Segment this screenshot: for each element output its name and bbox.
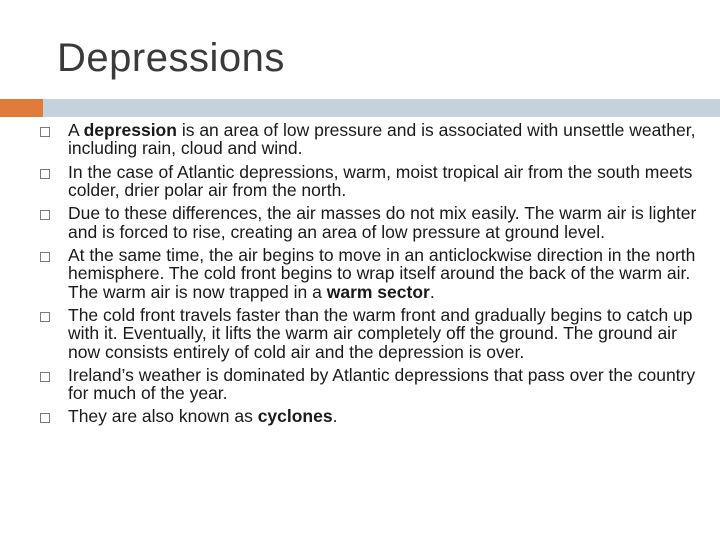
bullet-text-segment: At the same time, the air begins to move in an anticlockwise direction in the north hemisphere. The cold front begins to wrap itself around the back of the warm air. The warm air is now trapped in a (68, 244, 696, 302)
bold-term: warm sector (326, 281, 430, 302)
bullet-text-segment: The cold front travels faster than the warm front and gradually begins to catch up with it. Eventually, it lifts the warm air completely off the ground. The ground air now consists entirely of cold air and the depression is over. (68, 304, 693, 362)
bullet-item (36, 366, 700, 403)
title-accent-bar (0, 99, 43, 117)
bullet-text-segment: . (332, 406, 338, 427)
bullet-item (36, 204, 700, 241)
bullet-text-segment: is an area of low pressure and is associated with unsettle weather, including rain, cloud and wind. (68, 120, 696, 159)
bullet-item (36, 121, 700, 158)
bullet-text-segment: They are also known as (68, 406, 258, 427)
title-rule (43, 99, 720, 117)
bullet-item (36, 163, 700, 200)
bullet-text (68, 305, 693, 362)
bullet-text (68, 120, 695, 158)
hollow-square-bullet-icon (40, 127, 50, 137)
hollow-square-bullet-icon (40, 413, 50, 423)
bullet-text-segment: In the case of Atlantic depressions, warm, moist tropical air from the south meets colder, drier polar air from the north. (68, 161, 693, 201)
bullet-text-segment: . (429, 281, 435, 302)
bullet-text (68, 365, 695, 403)
bullet-text-segment: Due to these differences, the air masses do not mix easily. The warm air is lighter and is forced to rise, creating an area of low pressure at ground level. (68, 203, 697, 242)
bullet-text-segment: Ireland’s weather is dominated by Atlantic depressions that pass over the country for much of the year. (68, 364, 696, 404)
bullet-text-segment: A (68, 120, 84, 140)
bullet-item (36, 306, 700, 361)
bullet-text (68, 162, 692, 200)
bullet-item (36, 246, 700, 301)
bold-term: depression (83, 120, 177, 140)
hollow-square-bullet-icon (40, 372, 50, 382)
hollow-square-bullet-icon (40, 210, 50, 220)
bullet-list (36, 121, 700, 431)
bullet-text (68, 203, 696, 241)
bullet-text (68, 406, 337, 426)
slide-title: Depressions (57, 36, 285, 80)
bullet-item (36, 407, 700, 425)
hollow-square-bullet-icon (40, 312, 50, 322)
hollow-square-bullet-icon (40, 252, 50, 262)
bold-term: cyclones (257, 406, 333, 427)
bullet-text (68, 245, 695, 302)
hollow-square-bullet-icon (40, 169, 50, 179)
